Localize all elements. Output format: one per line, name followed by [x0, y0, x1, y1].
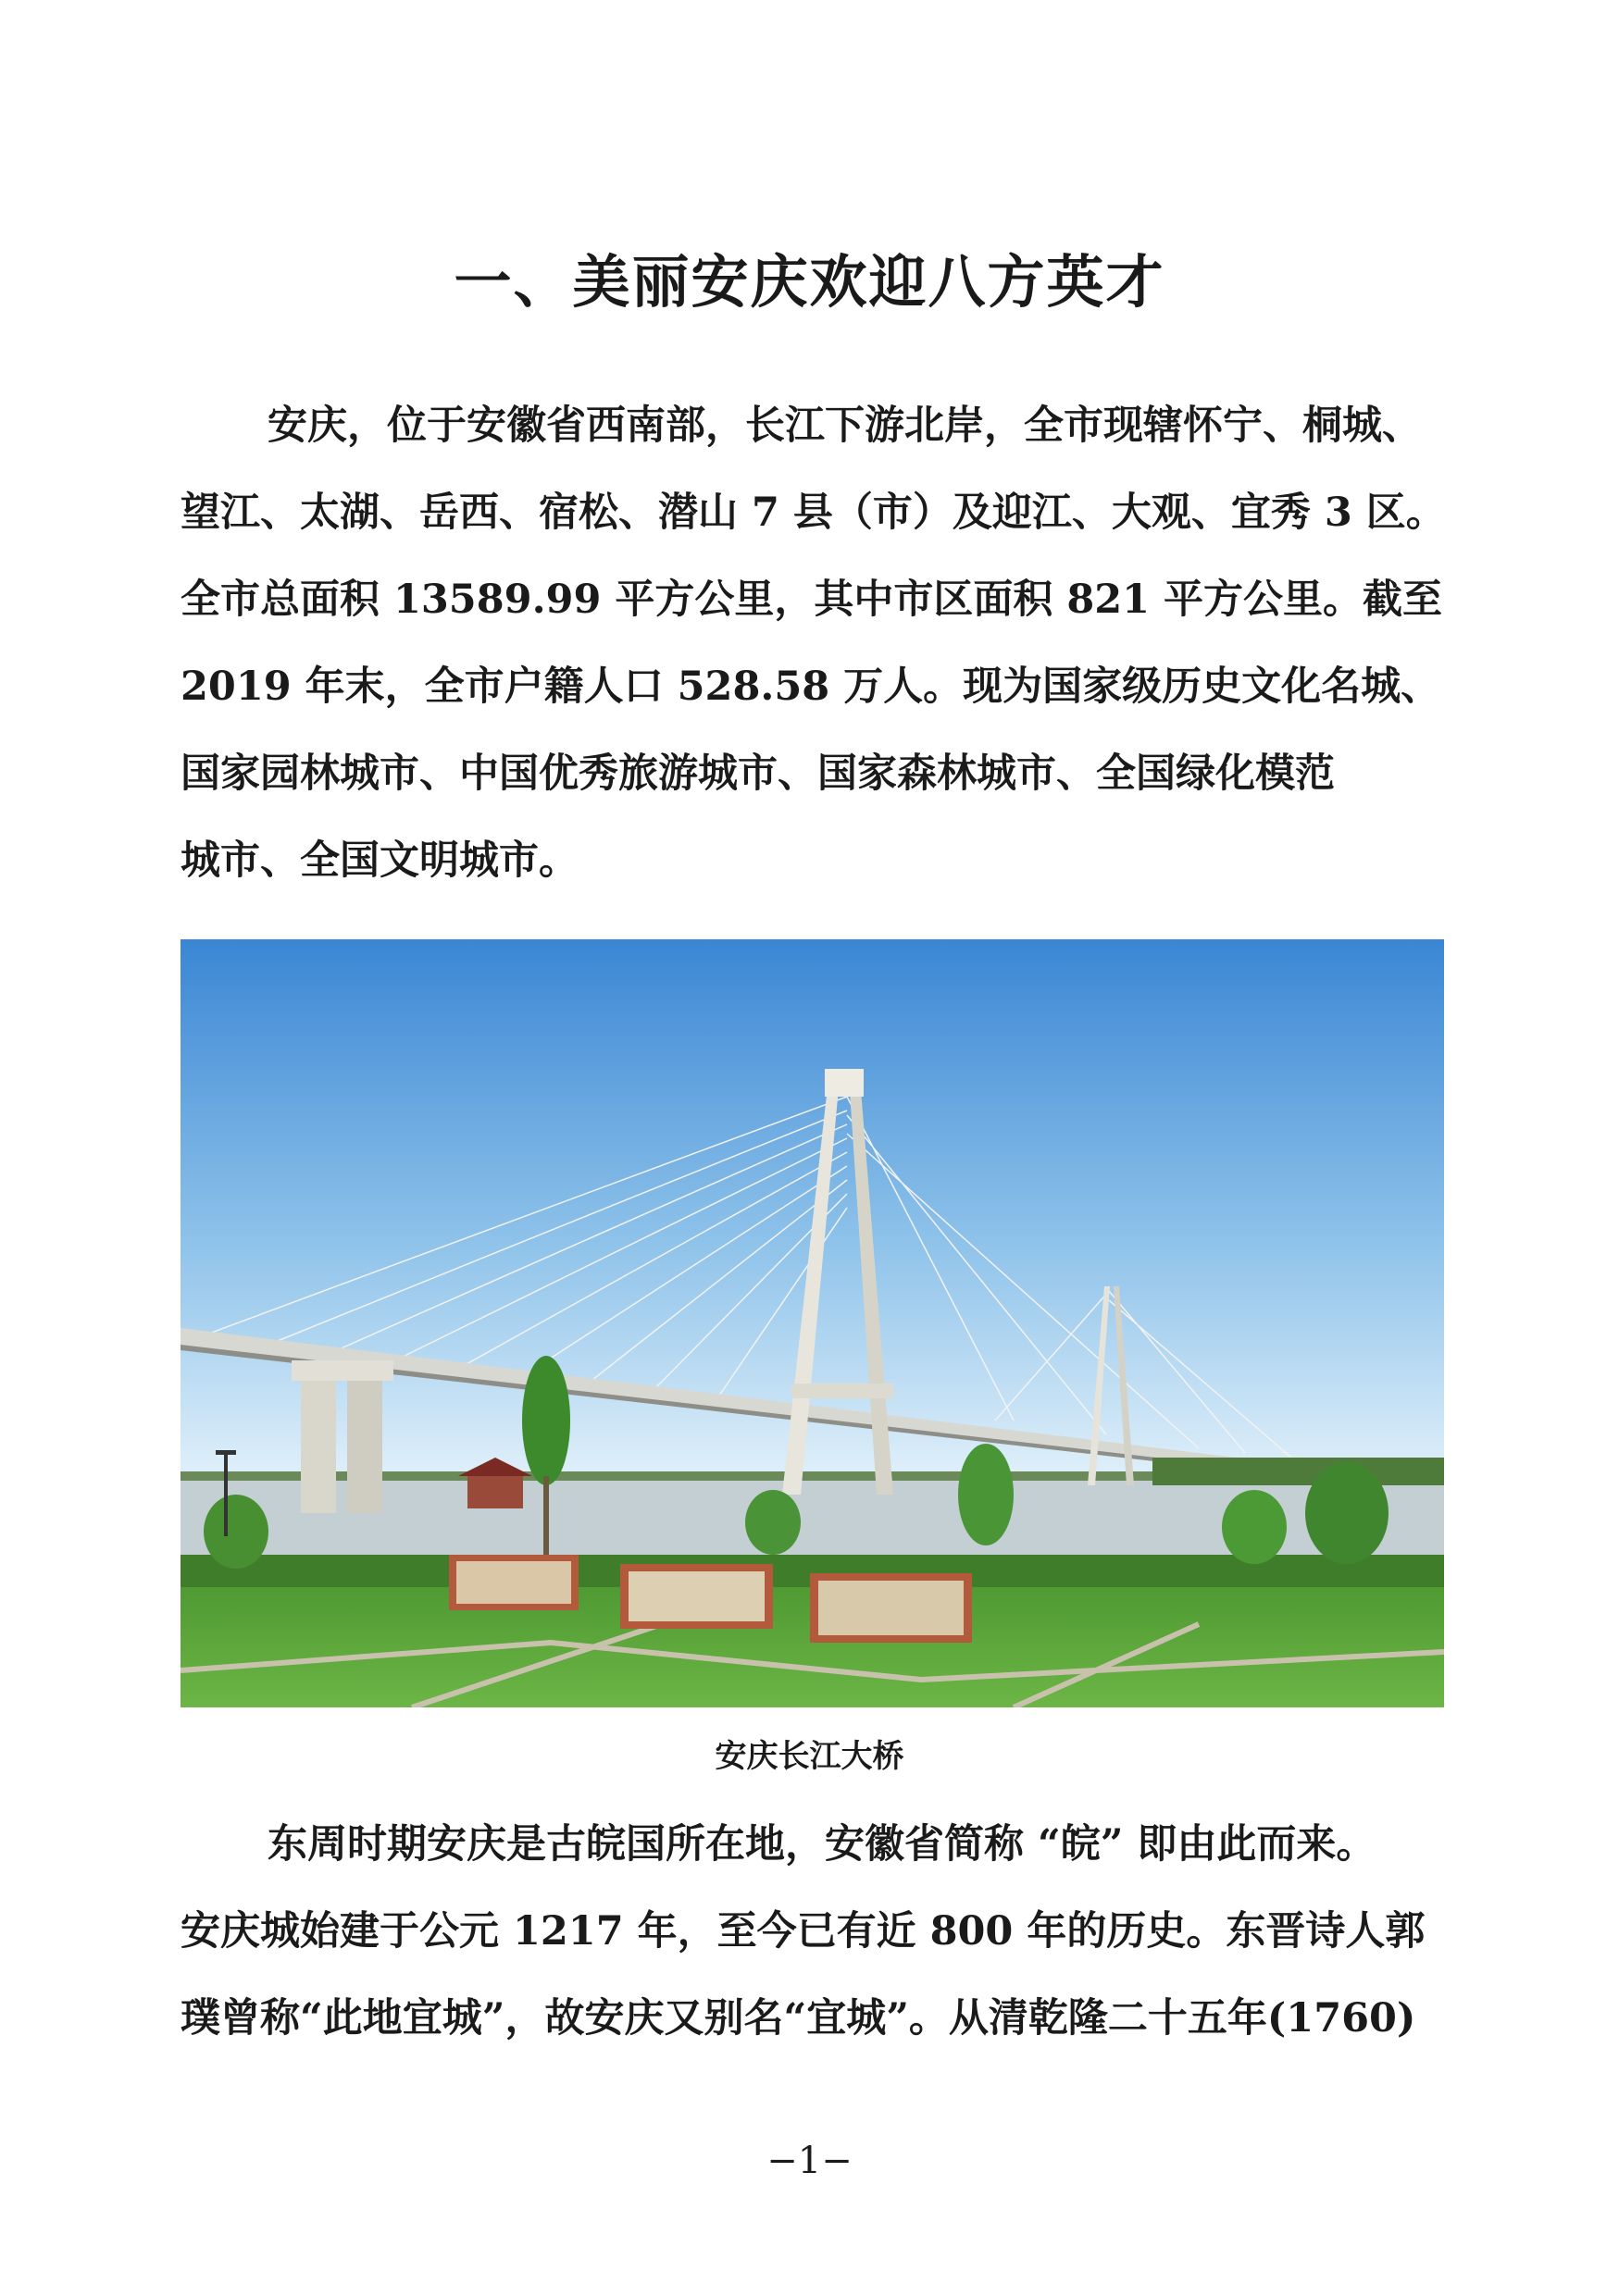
page-title: 一、美丽安庆欢迎八方英才: [454, 248, 1165, 316]
pier: [301, 1374, 336, 1513]
text-line: 安庆城始建于公元 1217 年，至今已有近 800 年的历史。东晋诗人郭: [181, 1908, 1426, 1955]
bridge-illustration: [181, 939, 1444, 1707]
text-line: 城市、全国文明城市。: [181, 838, 579, 884]
lamp-post: [224, 1453, 228, 1536]
text-line: 东周时期安庆是古皖国所在地，安徽省简称 “皖” 即由此而来。: [268, 1821, 1376, 1868]
text-line: 国家园林城市、中国优秀旅游城市、国家森林城市、全国绿化模范: [181, 751, 1335, 797]
text-line: 全市总面积 13589.99 平方公里，其中市区面积 821 平方公里。截至: [181, 577, 1443, 623]
text-line: 望江、太湖、岳西、宿松、潜山 7 县（市）及迎江、大观、宜秀 3 区。: [181, 490, 1446, 536]
text-line: 2019 年末，全市户籍人口 528.58 万人。现为国家级历史文化名城、: [181, 664, 1441, 710]
text-line: 璞曾称“此地宜城”，故安庆又别名“宜城”。从清乾隆二十五年(1760): [181, 1995, 1416, 2042]
pier: [347, 1374, 382, 1513]
text-line: 安庆，位于安徽省西南部，长江下游北岸，全市现辖怀宁、桐城、: [268, 403, 1422, 449]
photo-caption: 安庆长江大桥: [715, 1738, 904, 1775]
far-trees: [1152, 1458, 1444, 1485]
intro-paragraph: [181, 382, 1446, 904]
bridge-photo: [181, 939, 1444, 1707]
page-number: −1−: [766, 2140, 853, 2182]
history-paragraph: [181, 1801, 1439, 2062]
